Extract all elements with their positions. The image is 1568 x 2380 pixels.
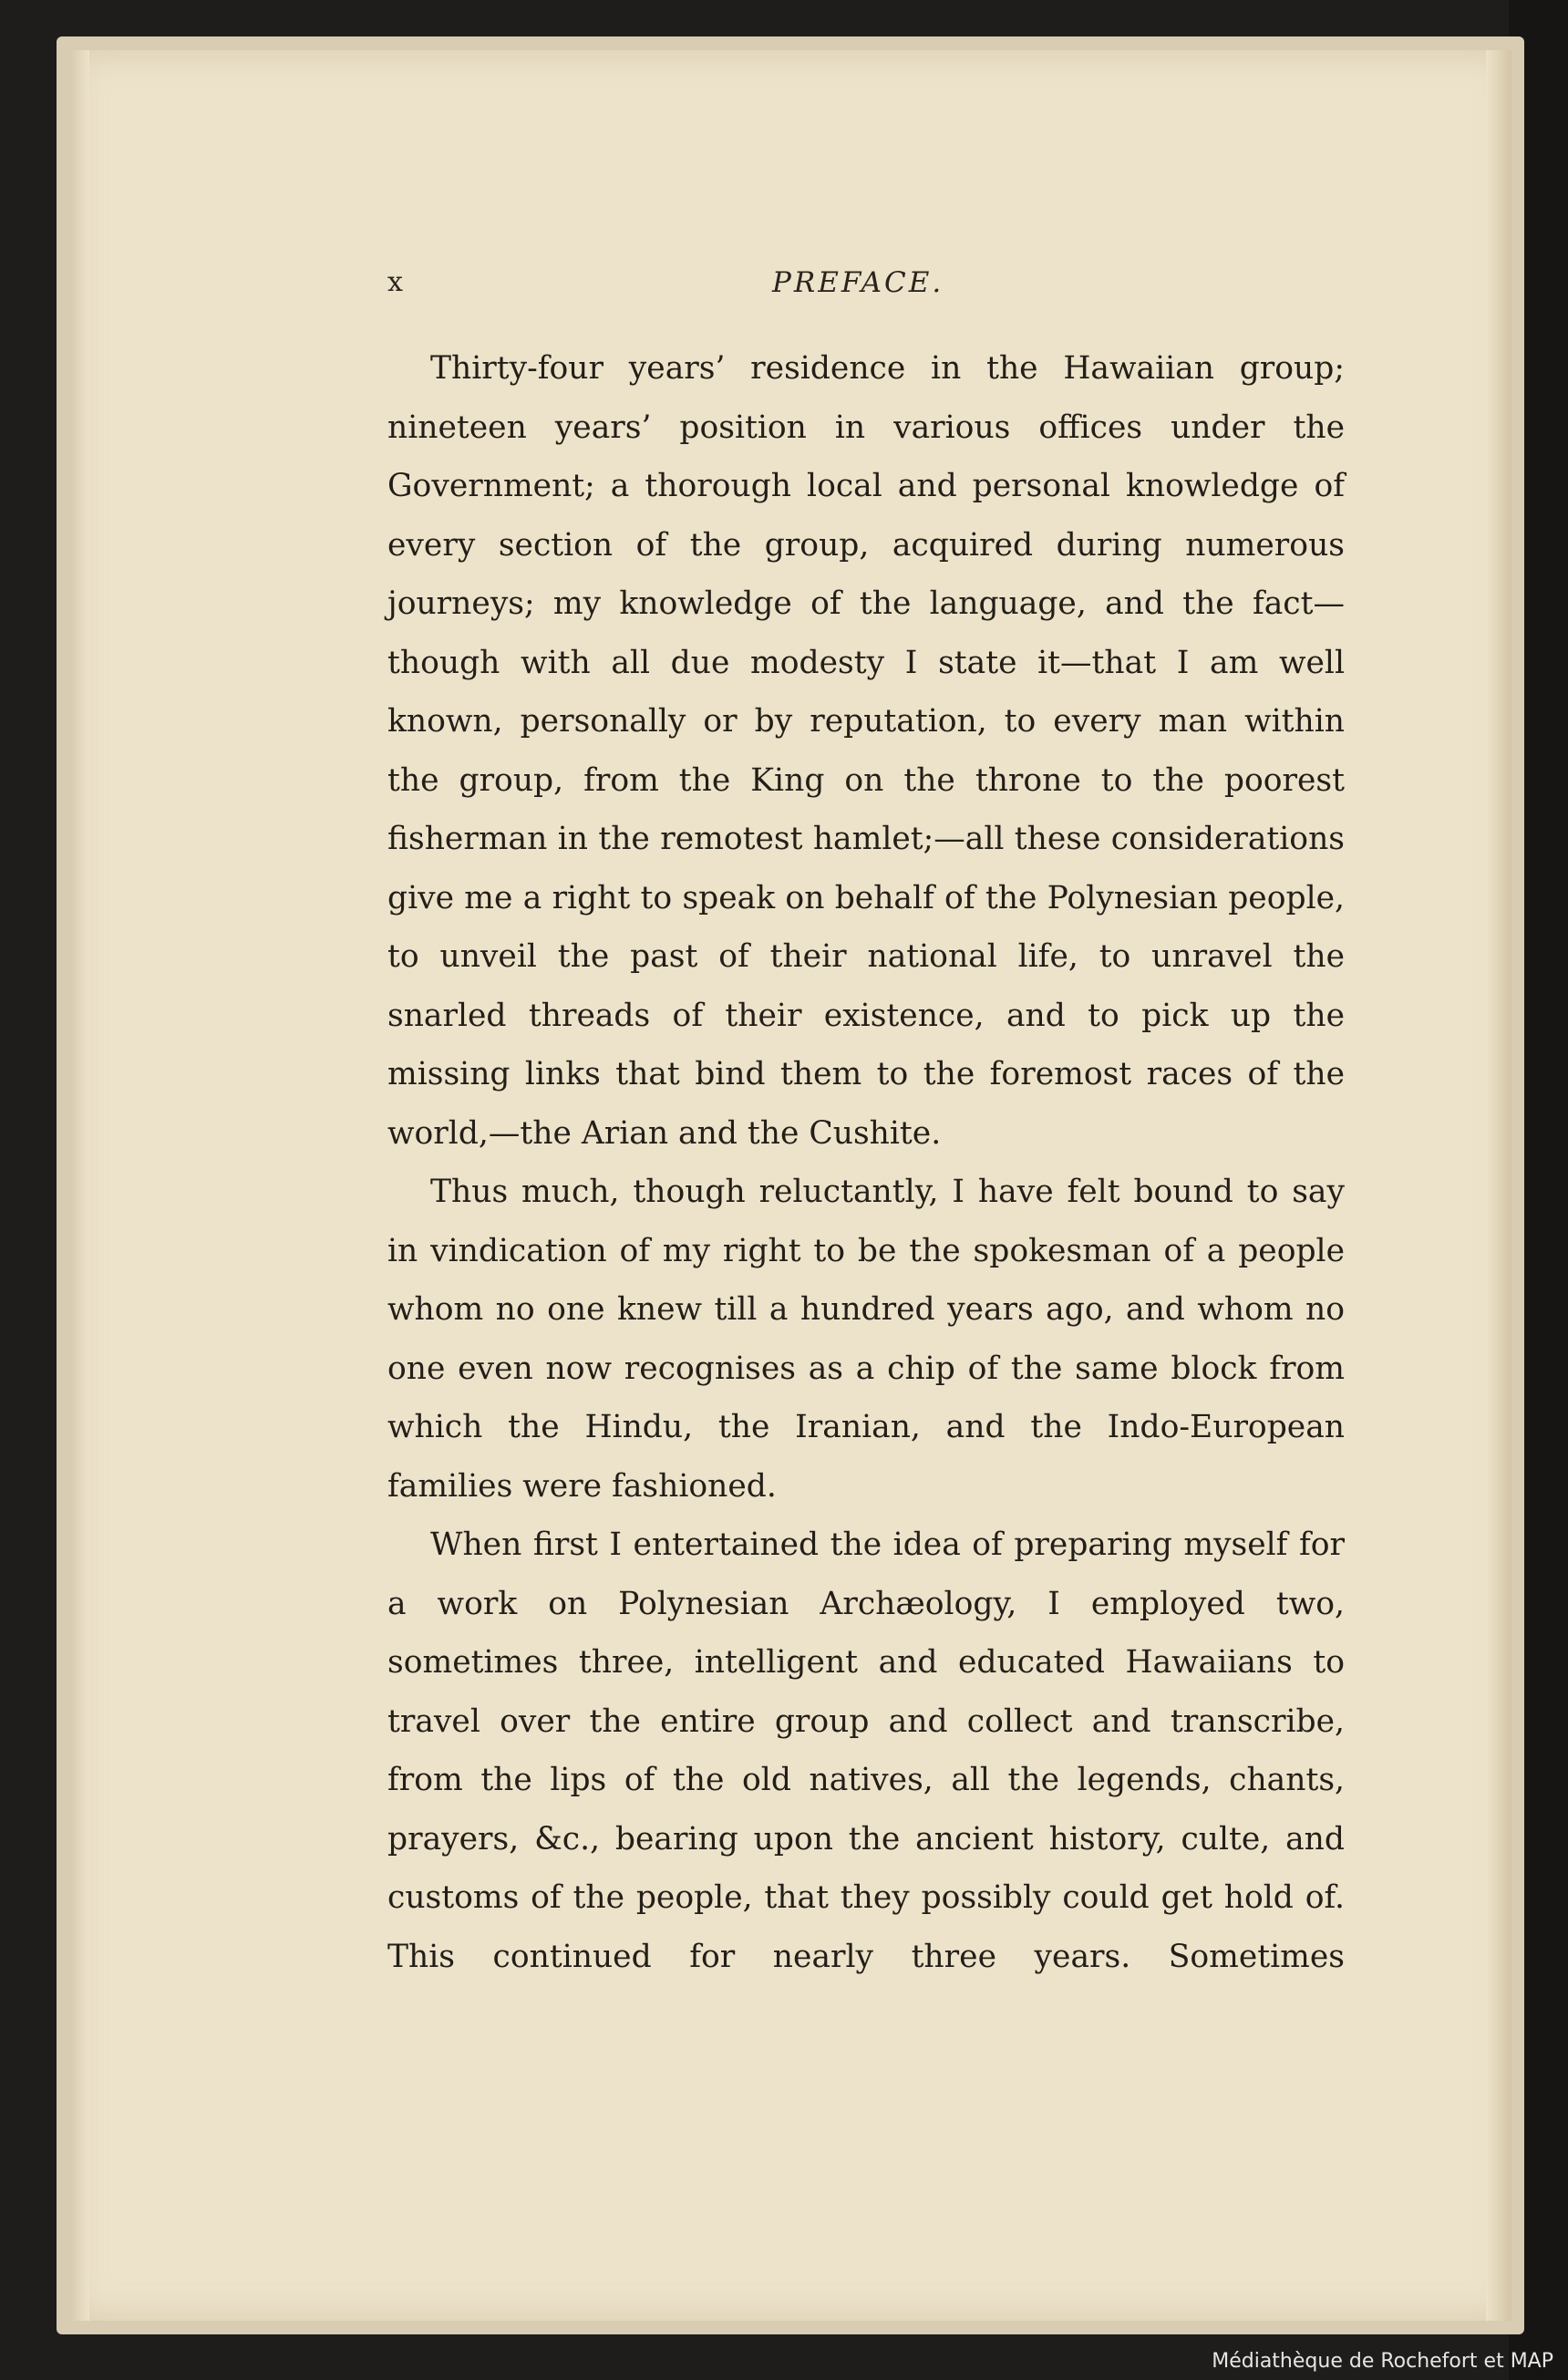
paragraph: Thus much, though reluctantly, I have felt bound to say in vindication of my right to be the spokesman of a people whom no one knew till a hundred years ago, and whom no one even now recognises as a chip of the same block from which the Hindu, the Iranian, and the Indo-European families were fashioned. bbox=[387, 1174, 1345, 1505]
scan-credit: Médiathèque de Rochefort et MAP bbox=[1212, 2350, 1553, 2373]
running-head bbox=[387, 266, 1345, 306]
body-text bbox=[387, 339, 1345, 1986]
paragraph: Thirty-four years’ residence in the Hawaiian group; nineteen years’ position in various offices under the Government; a thorough local and personal knowledge of every section of the group, acquired during numerous journeys; my knowledge of the language, and the fact—though with all due modesty I state it—that I am well known, personally or by reputation, to every man within the group, from the King on the throne to the poorest fisherman in the remotest hamlet;—all these considerations give me a right to speak on behalf of the Polynesian people, to unveil the past of their national life, to unravel the snarled threads of their existence, and to pick up the missing links that bind them to the foremost races of the world,—the Arian and the Cushite. bbox=[387, 350, 1345, 1152]
page-gutter-shadow bbox=[71, 50, 89, 2321]
paragraph: When first I entertained the idea of preparing myself for a work on Polynesian Archæology, I employed two, sometimes three, intelligent and educated Hawaiians to travel over the entire group and collect and transcribe, from the lips of the old natives, all the legends, chants, prayers, &c., bearing upon the ancient history, culte, and customs of the people, that they possibly could get hold of. This continued for nearly three years. Sometimes bbox=[387, 1526, 1345, 1975]
page-number: x bbox=[387, 266, 403, 298]
page-edge-shadow bbox=[1486, 50, 1511, 2321]
running-head-title: PREFACE. bbox=[772, 266, 944, 299]
